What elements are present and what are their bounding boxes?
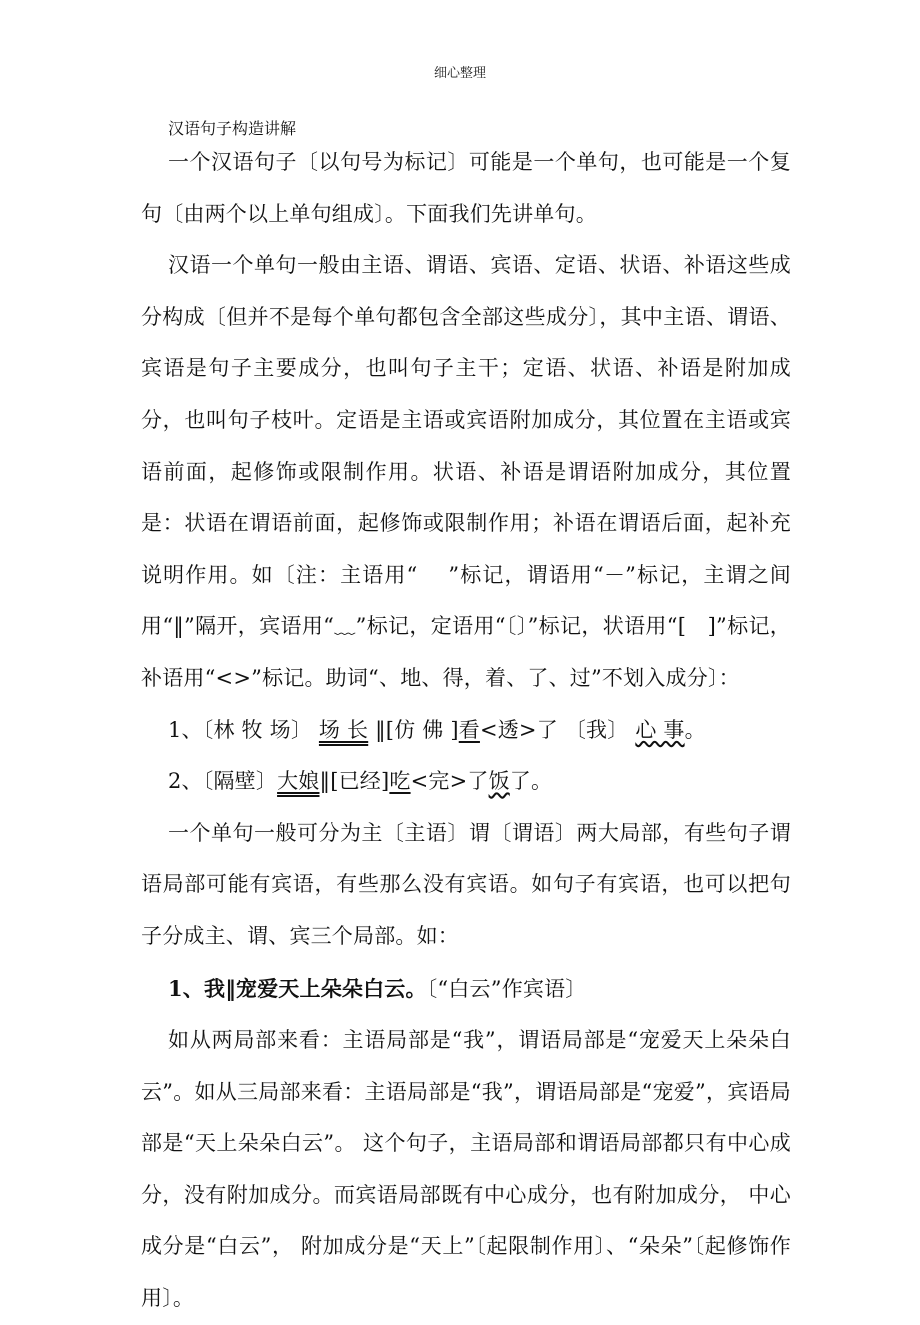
example-number: 2、 — [168, 769, 203, 794]
subject-predicate-separator: ‖ — [375, 717, 386, 742]
paragraph-analysis: 如从两局部来看：主语局部是“我”，谓语局部是“宠爱天上朵朵白云”。如从三局部来看：主语局部是“我”，谓语局部是“宠爱”，宾语局部是“天上朵朵白云”。 这个句子，主语局部和谓语局部都只有中心成分，没有附加成分。而宾语局部既有中心成分，也有附加成分， 中心成分是“白云”， 附加成分是“天上”〔起限制作用〕、“朵朵”〔起修饰作用〕。 — [141, 1028, 791, 1311]
example-sentence-3 — [141, 963, 791, 1016]
example-sentence-1 — [141, 705, 791, 757]
subject-marker: 场 长 — [318, 717, 369, 742]
predicate-marker: 看 — [458, 717, 480, 742]
subject-marker: 大娘 — [277, 769, 320, 794]
attributive-marker: 〔我〕 — [564, 717, 629, 742]
object-marker: 心 事 — [635, 717, 685, 742]
paragraph-division: 一个单句一般可分为主〔主语〕谓〔谓语〕两大局部，有些句子谓语局部可能有宾语，有些那么没有宾语。如句子有宾语，也可以把句子分成主、谓、宾三个局部。如： — [141, 820, 791, 948]
attributive-marker: 〔林 牧 场〕 — [202, 717, 313, 742]
complement-marker: <完> — [410, 769, 468, 794]
attributive-marker: 〔隔壁〕 — [202, 769, 278, 794]
document-body — [141, 137, 791, 1325]
complement-marker: <透> — [479, 717, 537, 742]
document-title: 汉语句子构造讲解 — [168, 119, 297, 138]
predicate-marker: 吃 — [389, 769, 411, 794]
example-number: 1、 — [168, 717, 203, 742]
sentence-end: 了。 — [509, 769, 553, 794]
example-sentence-bold: 1、我‖宠爱天上朵朵白云。 — [168, 975, 427, 1001]
particle: 了 — [536, 717, 558, 742]
particle: 了 — [467, 769, 489, 794]
subject-predicate-separator: ‖ — [319, 769, 331, 794]
adverbial-marker: [仿 佛 ] — [385, 717, 459, 742]
sentence-end: 。 — [684, 717, 706, 742]
page-header: 细心整理 — [433, 66, 486, 81]
paragraph-intro: 一个汉语句子〔以句号为标记〕可能是一个单句，也可能是一个复句〔由两个以上单句组成〕。下面我们先讲单句。 — [141, 150, 791, 226]
object-marker: 饭 — [488, 769, 510, 794]
example-sentence-2 — [141, 756, 791, 808]
adverbial-marker: [已经] — [330, 769, 390, 794]
example-note: 〔“白云”作宾语〕 — [426, 976, 587, 1001]
paragraph-components: 汉语一个单句一般由主语、谓语、宾语、定语、状语、补语这些成分构成〔但并不是每个单句都包含全部这些成分〕，其中主语、谓语、宾语是句子主要成分，也叫句子主干；定语、状语、补语是附加成分，也叫句子枝叶。定语是主语或宾语附加成分，其位置在主语或宾语前面，起修饰或限制作用。状语、补语是谓语附加成分，其位置是：状语在谓语前面，起修饰或限制作用；补语在谓语后面，起补充说明作用。如〔注：主语用“ ”标记，谓语用“－”标记，主谓之间用“‖”隔开，宾语用“﹏”标记，定语用“〔〕”标记，状语用“[ ]”标记，补语用“<>”标记。助词“、地、得，着、了、过”不划入成分〕： — [141, 253, 791, 690]
